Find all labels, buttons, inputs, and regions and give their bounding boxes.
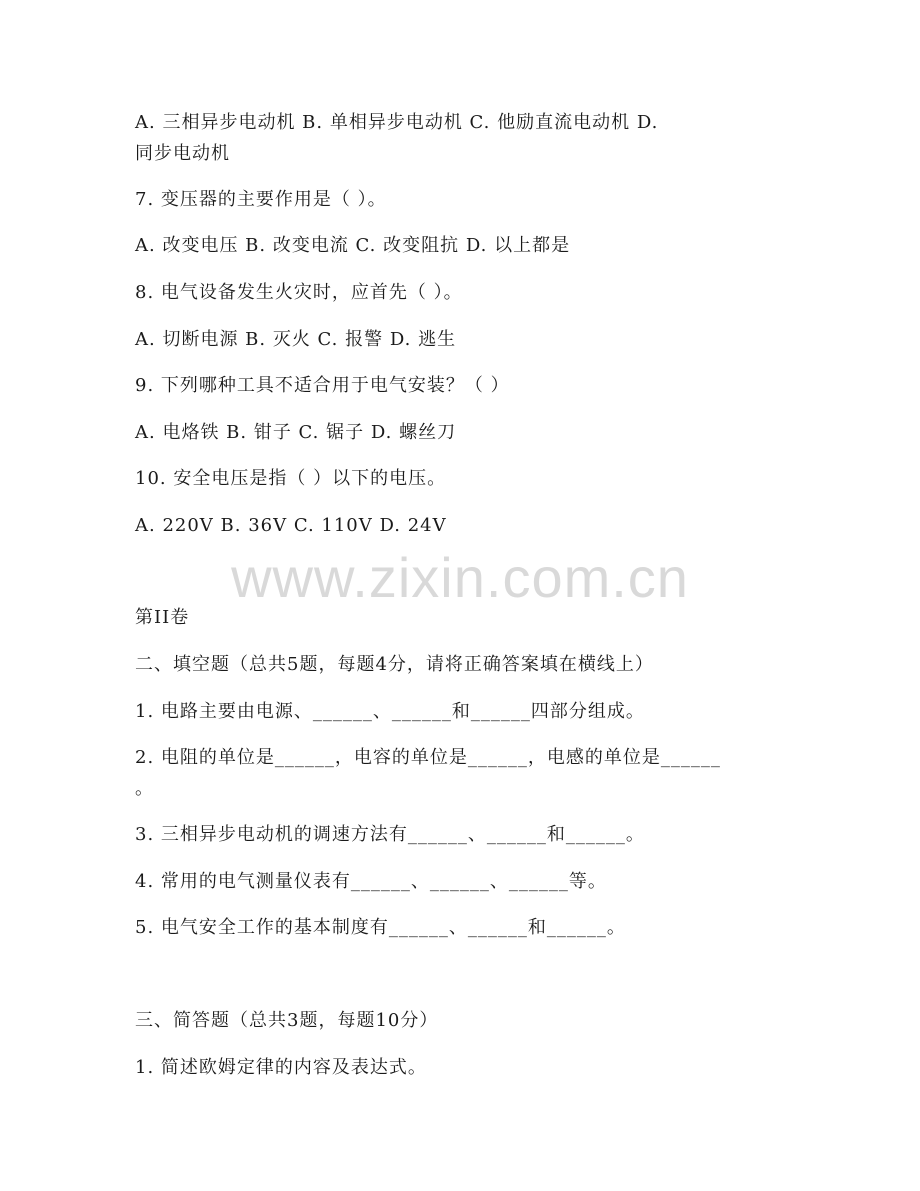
question-9: 9. 下列哪种工具不适合用于电气安装？（ ） (135, 375, 510, 396)
watermark: www.zixin.com.cn (231, 546, 689, 609)
q6-options-line1: A. 三相异步电动机 B. 单相异步电动机 C. 他励直流电动机 D. (135, 112, 659, 133)
q8-options: A. 切断电源 B. 灭火 C. 报警 D. 逃生 (135, 329, 457, 350)
q7-options: A. 改变电压 B. 改变电流 C. 改变阻抗 D. 以上都是 (135, 235, 571, 256)
question-8: 8. 电气设备发生火灾时，应首先（ ）。 (135, 282, 463, 303)
short-answer-question-1: 1. 简述欧姆定律的内容及表达式。 (135, 1057, 427, 1078)
fill-question-5: 5. 电气安全工作的基本制度有______、______和______。 (135, 917, 626, 938)
question-7: 7. 变压器的主要作用是（ ）。 (135, 189, 387, 210)
fill-question-1: 1. 电路主要由电源、______、______和______四部分组成。 (135, 701, 645, 722)
fill-question-2-end: 。 (135, 778, 154, 799)
q9-options: A. 电烙铁 B. 钳子 C. 锯子 D. 螺丝刀 (135, 422, 457, 443)
section-heading-short-answer: 三、简答题（总共3题，每题10分） (135, 1010, 439, 1031)
question-10: 10. 安全电压是指（ ）以下的电压。 (135, 468, 447, 489)
q10-options: A. 220V B. 36V C. 110V D. 24V (135, 515, 447, 536)
fill-question-3: 3. 三相异步电动机的调速方法有______、______和______。 (135, 824, 645, 845)
fill-question-4: 4. 常用的电气测量仪表有______、______、______等。 (135, 871, 607, 892)
fill-question-2: 2. 电阻的单位是______，电容的单位是______，电感的单位是______ (135, 747, 721, 768)
section-heading-fill-in: 二、填空题（总共5题，每题4分，请将正确答案填在横线上） (135, 654, 654, 675)
section-title-volume-2: 第II卷 (135, 607, 190, 628)
q6-options-line2: 同步电动机 (135, 143, 230, 164)
